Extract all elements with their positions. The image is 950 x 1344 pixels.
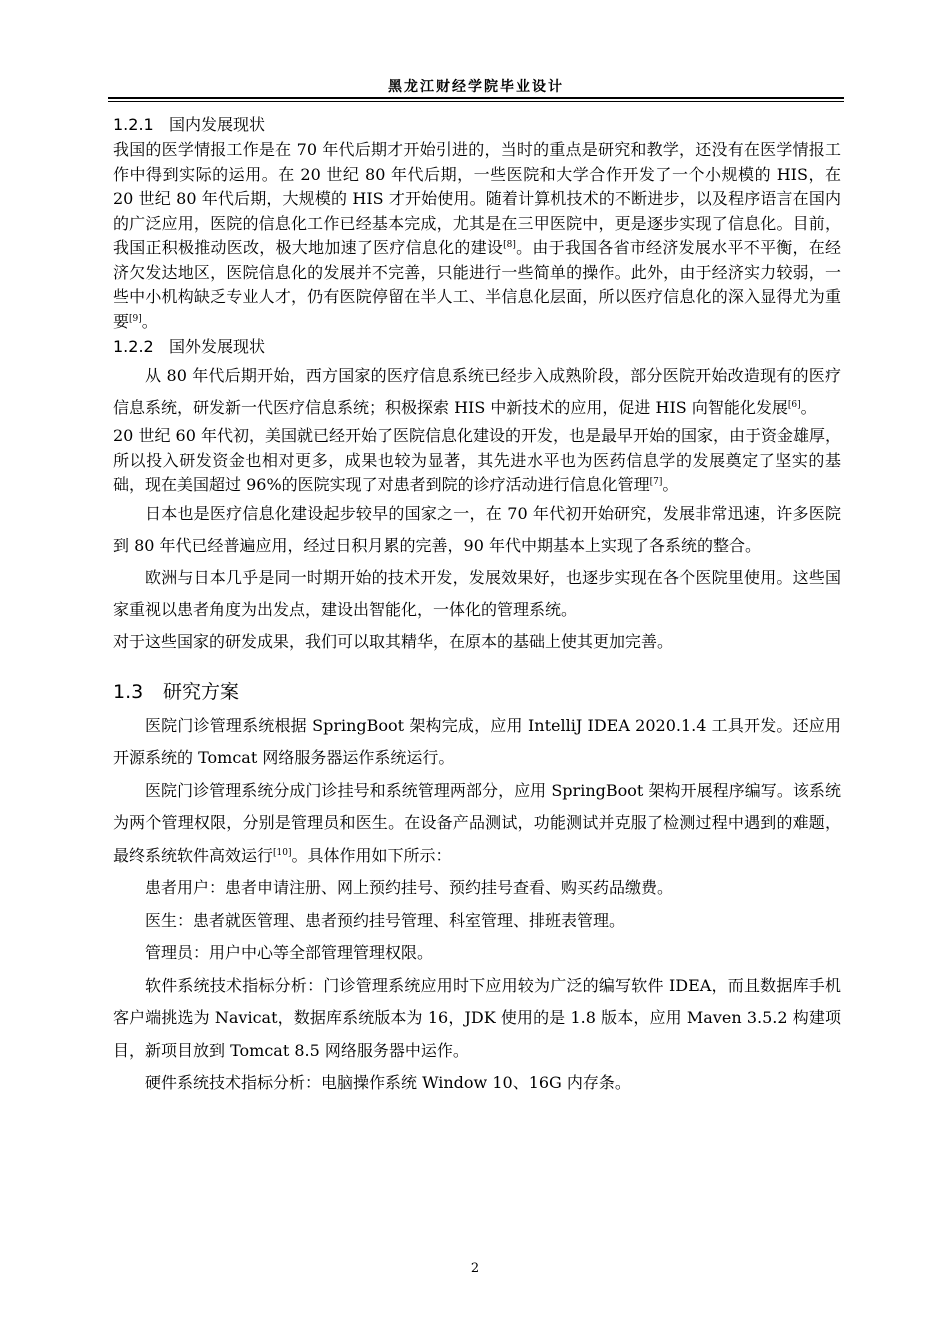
section-heading-1-3 xyxy=(113,678,841,706)
paragraph-foreign-4: 欧洲与日本几乎是同一时期开始的技术开发，发展效果好，也逐步实现在各个医院里使用。这些国家重视以患者角度为出发点，建设出智能化，一体化的管理系统。 xyxy=(113,567,841,619)
page-header-title: 黑龙江财经学院毕业设计 xyxy=(388,79,564,95)
paragraph-plan-2: 医院门诊管理系统分成门诊挂号和系统管理两部分，应用 SpringBoot 架构开展程序编写。该系统为两个管理权限，分别是管理员和医生。在设备产品测试，功能测试并克服了检测过程中遇到的难题，最终系统软件高效运行[10]。具体作用如下所示： xyxy=(113,780,841,865)
section-number: 1.2.1 xyxy=(113,115,154,134)
section-number: 1.3 xyxy=(113,680,144,703)
citation-ref: [8] xyxy=(503,240,516,250)
section-title: 国外发展现状 xyxy=(169,337,266,356)
paragraph-plan-admin: 管理员：用户中心等全部管理管理权限。 xyxy=(145,943,434,962)
section-heading-1-2-1 xyxy=(113,112,841,138)
paragraph-plan-hardware: 硬件系统技术指标分析：电脑操作系统 Window 10、16G 内存条。 xyxy=(145,1073,631,1092)
citation-ref: [9] xyxy=(129,313,142,324)
header-rule-thick xyxy=(108,97,844,99)
citation-ref: [10] xyxy=(273,847,292,858)
citation-ref: [6] xyxy=(787,400,801,410)
header-rule-thin xyxy=(108,101,844,102)
paragraph-foreign-5: 对于这些国家的研发成果，我们可以取其精华，在原本的基础上使其更加完善。 xyxy=(113,631,674,651)
section-title: 研究方案 xyxy=(163,680,240,703)
page-body xyxy=(113,112,841,1100)
paragraph-foreign-2: 20 世纪 60 年代初，美国就已经开始了医院信息化建设的开发，也是最早开始的国家，由于资金雄厚，所以投入研发资金也相对更多，成果也较为显著，其先进水平也为医药信息学的发展奠定了坚实的基础，现在美国超过 96%的医院实现了对患者到院的诊疗活动进行信息化管理[7]。 xyxy=(113,426,841,494)
section-title: 国内发展现状 xyxy=(169,115,266,134)
page-number: 2 xyxy=(470,1261,480,1276)
paragraph-plan-patient: 患者用户：患者申请注册、网上预约挂号、预约挂号查看、购买药品缴费。 xyxy=(145,878,674,897)
paragraph-plan-software: 软件系统技术指标分析：门诊管理系统应用时下应用较为广泛的编写软件 IDEA，而且数据库手机客户端挑选为 Navicat，数据库系统版本为 16，JDK 使用的是 1.8 版本，应用 Maven 3.5.2 构建项目，新项目放到 Tomcat 8.5 网络服务器中运作。 xyxy=(113,975,841,1060)
citation-ref: [7] xyxy=(649,477,663,487)
paragraph-foreign-3: 日本也是医疗信息化建设起步较早的国家之一，在 70 年代初开始研究，发展非常迅速，许多医院到 80 年代已经普遍应用，经过日积月累的完善，90 年代中期基本上实现了各系统的整合。 xyxy=(113,503,841,555)
paragraph-plan-1: 医院门诊管理系统根据 SpringBoot 架构完成，应用 IntelliJ IDEA 2020.1.4 工具开发。还应用开源系统的 Tomcat 网络服务器运作系统运行。 xyxy=(113,715,841,767)
section-heading-1-2-2 xyxy=(113,334,841,360)
paragraph-domestic: 我国的医学情报工作是在 70 年代后期才开始引进的，当时的重点是研究和教学，还没有在医学情报工作中得到实际的运用。在 20 世纪 80 年代后期，一些医院和大学合作开发了一个小规模的 HIS，在 20 世纪 80 年代后期，大规模的 HIS 才开始使用。随着计算机技术的不断进步，以及程序语言在国内的广泛应用，医院的信息化工作已经基本完成，尤其是在三甲医院中，更是逐步实现了信息化。目前，我国正积极推动医改，极大地加速了医疗信息化的建设[8]。由于我国各省市经济发展水平不平衡，在经济欠发达地区，医院信息化的发展并不完善，只能进行一些简单的操作。此外，由于经济实力较弱，一些中小机构缺乏专业人才，仍有医院停留在半人工、半信息化层面，所以医疗信息化的深入显得尤为重要[9]。 xyxy=(113,140,841,331)
section-number: 1.2.2 xyxy=(113,337,154,356)
paragraph-foreign-1: 从 80 年代后期开始，西方国家的医疗信息系统已经步入成熟阶段，部分医院开始改造现有的医疗信息系统，研发新一代医疗信息系统；积极探索 HIS 中新技术的应用，促进 HIS 向智能化发展[6]。 xyxy=(113,366,841,417)
paragraph-plan-doctor: 医生：患者就医管理、患者预约挂号管理、科室管理、排班表管理。 xyxy=(145,910,626,930)
